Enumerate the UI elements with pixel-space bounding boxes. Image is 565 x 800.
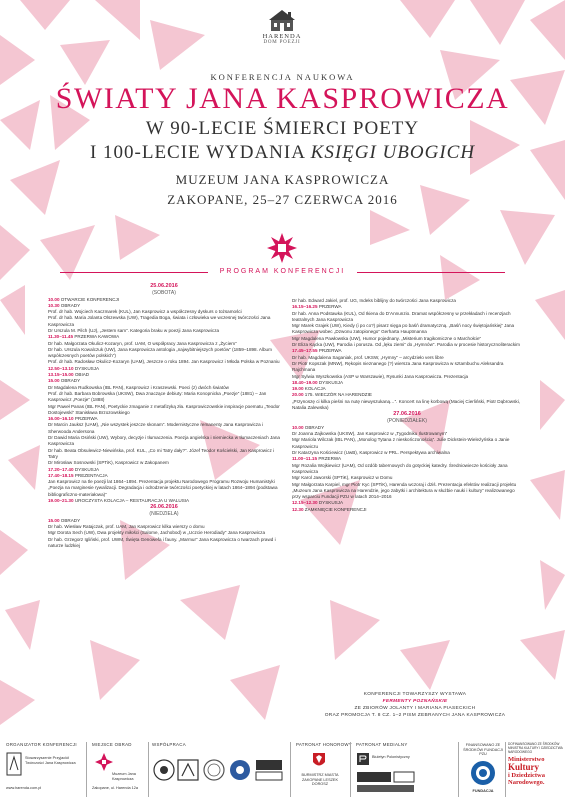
media-label: PATRONAT MEDIALNY bbox=[356, 742, 408, 747]
program-time: 12.30 bbox=[292, 506, 304, 512]
poster-title: ŚWIATY JANA KASPROWICZA bbox=[55, 82, 510, 115]
media-logos-icon bbox=[356, 770, 416, 794]
exhibition-line-4: ORAZ PROMOCJA T. 8 CZ. 1–2 PISM ZEBRANYCH JANA KASPROWICZA bbox=[324, 713, 506, 718]
program-text: OTWARCIE KONFERENCJI bbox=[60, 296, 120, 302]
venue-dates: ZAKOPANE, 25–27 CZERWCA 2016 bbox=[167, 192, 398, 207]
footer-divider-5 bbox=[458, 742, 459, 797]
program-text: OBIAD bbox=[74, 372, 90, 378]
program-text: Prof. dr hab. Maria Jolanta Olszewska (UW), Tragedia Boga, świata i człowieka we wczesnej twórczości Jana Kasprowicza bbox=[48, 315, 271, 327]
program-text: Dr Piotr Kopszak (MNW), Rękopis nieznanego (?) wiersza Jana Kasprowicza w sztambuchu Aleksandra Rajchmana bbox=[292, 360, 504, 373]
pzu-fund-name: FUNDACJA bbox=[472, 789, 494, 793]
program-item bbox=[48, 448, 280, 461]
program-right-column bbox=[292, 298, 522, 513]
program-time: 15.00 bbox=[48, 517, 60, 523]
program-item bbox=[48, 404, 280, 417]
program-time: 16.00–16.10 bbox=[48, 416, 74, 422]
ministry-line-4: Narodowego. bbox=[508, 779, 545, 786]
biuletyn-logo-icon bbox=[356, 752, 370, 766]
pzu-fund-text: FINANSOWANO ZE ŚRODKÓW FUNDACJI PZU bbox=[463, 743, 503, 757]
organizer-label: ORGANIZATOR KONFERENCJI bbox=[6, 742, 77, 747]
program-text: KOLACJA bbox=[304, 386, 326, 392]
museum-logo-icon bbox=[94, 752, 114, 772]
program-time: 19.00 bbox=[292, 386, 304, 392]
program-time: 10.00 bbox=[48, 296, 60, 302]
program-time: 12.15–12.30 bbox=[292, 500, 318, 506]
program-text: Prof. dr hab. Wojciech Kaczmarek (KUL), Jan Kasprowicz a współczesny dyskurs o tożsamości bbox=[48, 309, 242, 315]
venue-museum-name: Muzeum Jana Kasprowicza bbox=[112, 772, 136, 781]
program-text: PRZERWA KAWOWA bbox=[74, 334, 120, 340]
subtitle-book-title: KSIĘGI UBOGICH bbox=[310, 142, 476, 163]
program-item bbox=[292, 507, 522, 513]
day-date: 26.06.2016 bbox=[150, 504, 178, 511]
harenda-logo bbox=[258, 8, 306, 45]
program-time: 11.00–11.15 bbox=[292, 456, 318, 462]
program-time: 10.00 bbox=[292, 424, 304, 430]
program-text: DYSKUSJA bbox=[74, 466, 100, 472]
program-item bbox=[48, 422, 280, 435]
program-text: OBRADY bbox=[60, 517, 81, 523]
program-text: Dr Marcin Jauksz (UAM), „Nie wszystek jeszcze skonam”. Modernistyczne remanenty Jana Kasprowicza i Sherwooda Andersona bbox=[48, 422, 263, 434]
program-text: Mgr Karol Jaworski (SPTiK), Kasprowicz w Domu bbox=[292, 475, 393, 481]
program-item bbox=[292, 311, 522, 324]
program-text: Mgr Mariola Wilczak (IBL PAN), „Monolog Tytana z nieskończonością”. Julie Dickstein-Wieleżyńska o Janie Kasprowiczu bbox=[292, 437, 510, 449]
footer-divider-3 bbox=[290, 742, 291, 797]
program-time: 19.00–21.30 bbox=[48, 498, 74, 503]
program-item bbox=[292, 437, 522, 450]
organizer-logo-icon bbox=[6, 752, 22, 776]
day-name: (NIEDZIELA) bbox=[149, 511, 179, 518]
program-time: 12.50–13.10 bbox=[48, 365, 74, 371]
program-text: Dr hab. Edward Jakiel, prof. UG, Indeks biblijny do twórczości Jana Kasprowicza bbox=[292, 298, 456, 303]
patron-label: PATRONAT HONOROWY bbox=[296, 742, 352, 747]
exhibition-title: FERMENTY POZNAŃSKIE bbox=[382, 699, 448, 704]
program-text: OBRADY bbox=[60, 302, 81, 308]
footer-divider-6 bbox=[505, 742, 506, 797]
program-text: Dr Mirosław Sosnowski (SPTiK), Kasprowicz w Zakopanem bbox=[48, 460, 169, 466]
program-item bbox=[292, 399, 522, 412]
star-emblem-icon bbox=[266, 232, 298, 264]
program-text: Dr hab. Magdalena Saganiak, prof. UKSW, „Hymny” – arcydzieło vers libre bbox=[292, 354, 444, 360]
logo-name: HARENDA bbox=[262, 33, 302, 40]
program-text: Mgr Magdalena Pawłowska (UW), Humor pojednany. „Misterium tragikomiczne o Marchołcie” bbox=[292, 335, 482, 341]
program-time: 13.15–15.00 bbox=[48, 372, 74, 378]
program-time: 17.40–18.15 bbox=[48, 472, 74, 478]
day-date: 25.06.2016 bbox=[150, 283, 178, 289]
program-left-column bbox=[48, 283, 280, 549]
program-item bbox=[48, 347, 280, 360]
program-text: PRZERWA bbox=[318, 348, 342, 354]
program-time: 17.20–17.40 bbox=[48, 466, 74, 472]
program-text: Dr hab. Małgorzata Okulicz-Kozaryn, prof. UAM, O współpracy Jana Kasprowicza z „Życiem” bbox=[48, 340, 237, 346]
house-icon bbox=[265, 8, 299, 32]
program-text: Dr hab. Wiesław Ratajczak, prof. UAM, Jan Kasprowicz kilka wierszy o domu bbox=[48, 524, 205, 530]
program-time: 20.00 bbox=[292, 392, 304, 398]
program-text: PRZERWA bbox=[74, 416, 98, 422]
organizer-name: Stowarzyszenie Przyjaciół Twórczości Jana Kasprowicza bbox=[25, 756, 76, 765]
program-text: Dr Magdalena Rudkowska (IBL PAN), Kasprowicz i Kraszewski. Poeci (z) dwóch światów bbox=[48, 384, 230, 390]
exhibition-line-3: ZE ZBIORÓW JOLANTY I MARIANA PIASECKICH bbox=[354, 706, 476, 711]
program-time: 11.30–11.45 bbox=[48, 334, 74, 340]
program-text: Mgr Paweł Panas (IBL PAN), Poetyckie zmaganie z metafizyką zła. Kasprowiczowskie inspiracje poematu „Teodor Dostojewski” Stanisława Brzozowskiego bbox=[48, 403, 280, 415]
day-date: 27.06.2016 bbox=[393, 411, 421, 418]
program-text: PRZERWA bbox=[318, 304, 342, 310]
program-text: Dr Dawid Maria Osiński (UW), Wybory, decyzje i tłumaczenia. Poezja angielska i niemiecka w tłumaczeniach Jana Kasprowicza bbox=[48, 435, 280, 447]
program-text: Dr hab. Grzegorz Igliński, prof. UWM, Święta Genowefa i fauny. „Marmur” Jana Kasprowicza o twarzach prawd i naturze ludzkiej bbox=[48, 536, 276, 548]
program-text: DYSKUSJA bbox=[318, 379, 344, 385]
program-text: OBRADY bbox=[60, 378, 81, 384]
program-text: Mgr Sylwia Wyszkowska (ASP w Warszawie), Rysunki Jana Kasprowicza. Prezentacja bbox=[292, 373, 469, 379]
footer-divider-1 bbox=[86, 742, 87, 797]
ministry-line-2: Kultury bbox=[508, 762, 540, 772]
ministry-line-3: i Dziedzictwa bbox=[508, 772, 546, 779]
footer-divider-2 bbox=[148, 742, 149, 797]
program-text: Prof. dr hab. Radosław Okulicz-Kozaryn (UAM), Jeszcze o roku 1894. Jan Kasprowicz i Młoda Polska w Poznaniu bbox=[48, 359, 280, 365]
venue-name: MUZEUM JANA KASPROWICZA bbox=[175, 172, 390, 187]
zakopane-crest-icon bbox=[312, 752, 326, 770]
program-text: DYSKUSJA bbox=[74, 365, 100, 371]
program-text: UROCZYSTA KOLACJA – RESTAURACJA U WALUSIA bbox=[74, 498, 190, 503]
program-text: DYSKUSJA bbox=[318, 500, 344, 506]
program-text: Jan Kasprowicz na tle poezji lat 1864–1894. Prezentacja projektu Narodowego Programu Rozwoju Humanistyki „Poezja na marginesie rywalizacji. Degradacja i odrodzenie twórczości poetyckiej w latach 1864–1894 (podstawa bibliograficzno-materiałowa)” bbox=[48, 479, 278, 497]
partners-label: WSPÓŁPRACA bbox=[152, 742, 186, 747]
program-text: Dr hab. Urszula Kowalczuk (UW), Jana Kasprowicza antologia „najwybitniejszych poetów” (1859–1898. Album współczesnych poetów polskich”) bbox=[48, 346, 272, 359]
program-time: 15.00 bbox=[48, 378, 60, 384]
program-item bbox=[48, 435, 280, 448]
program-time: 10.30 bbox=[48, 302, 60, 308]
patron-text: BURMISTRZ MIASTA ZAKOPANE LESZEK DOROSZ bbox=[301, 773, 339, 787]
ministry-line-1: Ministerstwo bbox=[508, 756, 545, 763]
program-text: Mgr Dorota Sech (UW), Dwa projekty miłości (Salome, Jachobod) w „Uczcie Herodiady” Jana Kasprowicza bbox=[48, 530, 265, 536]
program-title: PROGRAM KONFERENCJI bbox=[219, 268, 346, 275]
program-item bbox=[292, 482, 522, 501]
program-item bbox=[48, 479, 280, 498]
program-text: Dr Katarzyna Kościewicz (UwB), Kasprowicz w PRL. Perspektywa archiwalna bbox=[292, 450, 450, 456]
conference-kicker: KONFERENCJA NAUKOWA bbox=[210, 72, 355, 82]
program-time: 17.45–17.55 bbox=[292, 348, 318, 354]
program-text: Prof. dr hab. Barbara Bobrowska (UKSW), Dwa znaczące debiuty: Maria Konopnicka „Poezje” (1881) – Jan Kasprowicz „Poezje” (1888) bbox=[48, 390, 267, 403]
program-text: Mgr Rozalia Wojkiewicz (UAM), Od ozdób tabernowych do gotyckiej katedry. Średniowiecze kościoły Jana Kasprowicza bbox=[292, 462, 508, 474]
organizer-url: www.harenda.com.pl bbox=[6, 786, 42, 790]
exhibition-line-1: KONFERENCJI TOWARZYSZY WYSTAWA bbox=[363, 692, 467, 697]
program-item bbox=[292, 323, 522, 336]
program-text: Dr hab. Beata Obsulewicz-Niewińska, prof. KUL, „Co mi Tatry dały?”. Józef Teodor Kościelski, Jan Kasprowicz i Tatry bbox=[48, 447, 275, 459]
program-text: PRZERWA bbox=[318, 456, 342, 462]
program-text: Dr hab. Anna Podstawka (KUL), Od Ikiena do D’Annunzio. Dramat współczesny w przekładach i recenzjach teatralnych Jana Kasprowicza bbox=[292, 310, 511, 322]
day-name: (SOBOTA) bbox=[152, 290, 176, 296]
ministry-text: DOFINANSOWANO ZE ŚRODKÓW MINISTRA KULTURY I DZIEDZICTWA NARODOWEGO bbox=[508, 742, 563, 754]
program-text: PREZENTACJA bbox=[74, 472, 108, 478]
program-text: 175. WIECZÓR NA HARENDZIE bbox=[304, 392, 372, 398]
program-rule-right bbox=[357, 272, 505, 273]
program-item bbox=[48, 537, 280, 550]
venue-label: MIEJSCE OBRAD bbox=[92, 742, 132, 747]
program-text: Mgr Marek Grajek (UW), Kiedy (i po co?) pisarz sięga po baśń dramatyczną. „Baśń nocy świętojańskiej” Jana Kasprowicza wobec „Dzwonu zatopionego” Gerharta Hauptmanna bbox=[292, 323, 515, 335]
program-time: 18.40–19.00 bbox=[292, 379, 318, 385]
ministry-logo bbox=[508, 756, 545, 786]
subtitle-anniversary: W 90-LECIE ŚMIERCI POETY bbox=[145, 118, 420, 139]
program-item bbox=[292, 361, 522, 374]
program-time: 16.15–16.25 bbox=[292, 304, 318, 310]
venue-address: Zakopane, ul. Harenda 12a bbox=[92, 786, 139, 790]
footer-divider-4 bbox=[350, 742, 351, 797]
exhibition-note bbox=[300, 691, 530, 719]
program-text: Dr Urszula M. Pilch (UJ), „Jestem sam”. Kategoria braku w poezji Jana Kasprowicza bbox=[48, 327, 220, 333]
day-name: (PONIEDZIAŁEK) bbox=[387, 418, 427, 425]
program-text: ZAMKNIĘCIE KONFERENCJI bbox=[304, 506, 367, 512]
partner-logos-icon bbox=[152, 752, 287, 792]
subtitle-book-prefix: I 100-LECIE WYDANIA bbox=[89, 142, 311, 163]
program-text: Dr Joanna Zajkowska (UKSW), Jan Kasprowicz w „Tygodniku Ilustrowanym” bbox=[292, 431, 448, 437]
media-partner-name: Biuletyn Polonistyczny bbox=[372, 755, 410, 759]
logo-subtitle: DOM POEZJI bbox=[263, 40, 301, 45]
pzu-logo-icon bbox=[470, 760, 496, 786]
program-text: „Przynoszę ci kilka pieśni na nutę niewyszukaną…”. Koncert na linę korbową (Maciej Cierliński, Piotr Dąbrowski, Natalia Zalewska) bbox=[292, 398, 520, 411]
program-item bbox=[48, 315, 280, 328]
program-item bbox=[48, 391, 280, 404]
program-text: Dr Eliza Kącka (UW), Parodia i porusza. Od „lęku ziemi” do „Hymnów”. Parodia w procesie historycznoliterackim bbox=[292, 342, 520, 348]
subtitle-book bbox=[0, 142, 565, 164]
program-text: OBRADY bbox=[304, 424, 325, 430]
program-item bbox=[292, 463, 522, 476]
program-text: Mgr Małgorzata Karpiel, mgr Piotr Kyc (SPTiK), Harenda wczoraj i dziś. Prezentacja efektów realizacji projektu „Muzeum Jana Kasprowicza na Harendzie, jego zabytki i architektura w służbie nauki i kultury” realizowanego przy wsparciu Fundacji PZU w latach 2014–2016 bbox=[292, 481, 517, 500]
